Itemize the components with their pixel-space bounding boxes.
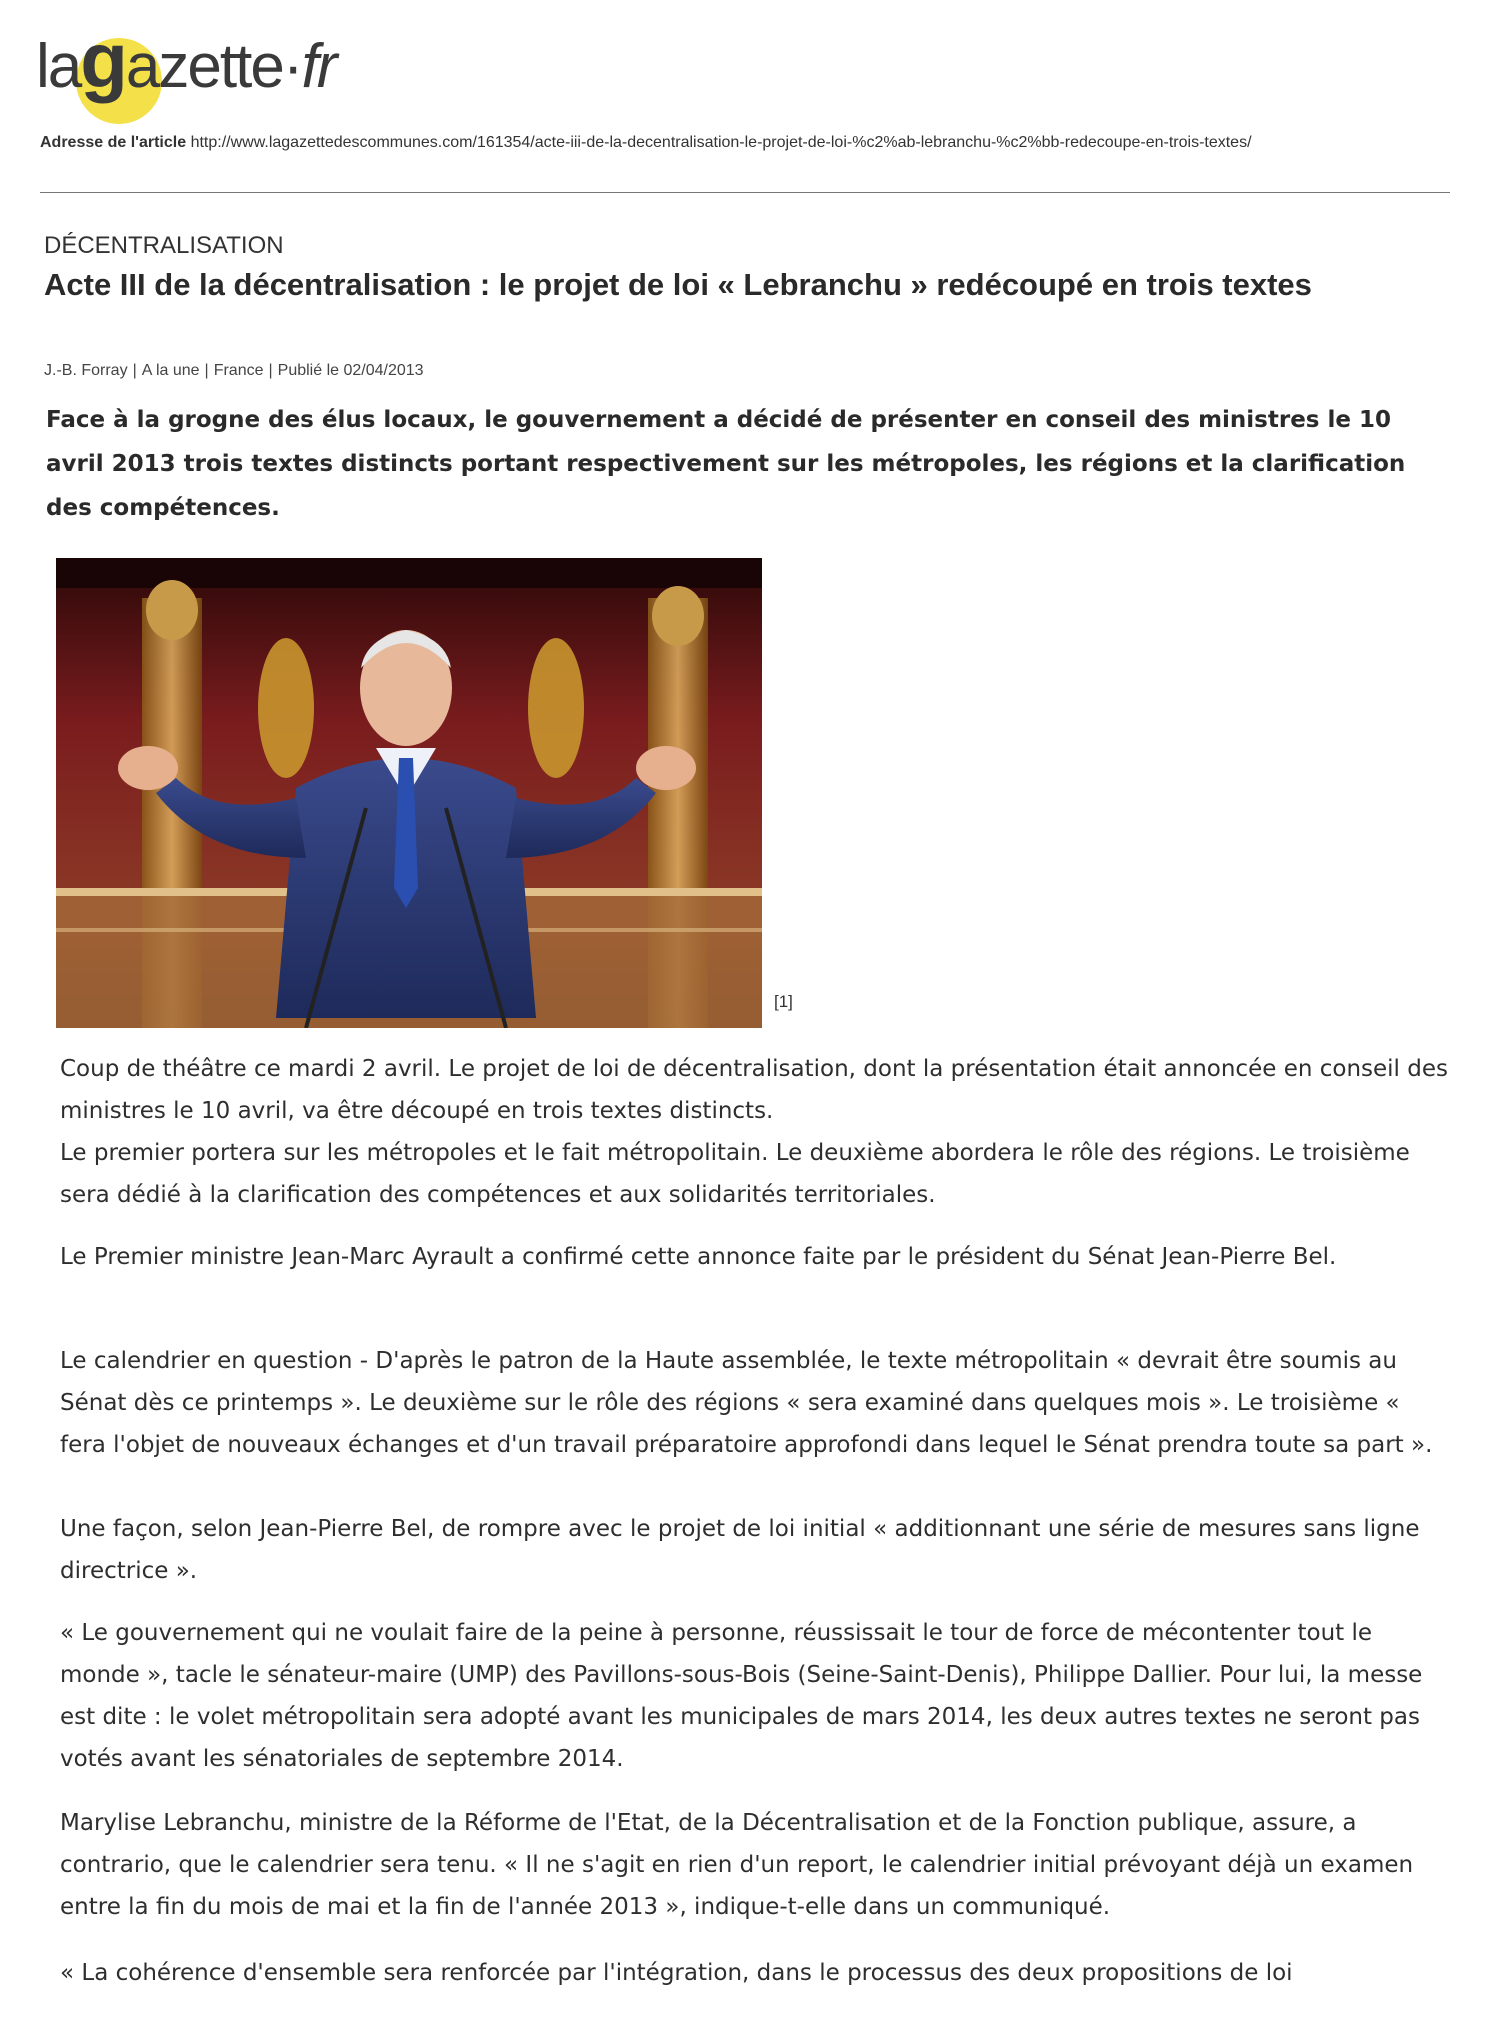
article-paragraph: Le premier portera sur les métropoles et le fait métropolitain. Le deuxième abordera le rôle des régions. Le troisième sera dédié à la clarification des compétences et aux solidarités territoriales. (60, 1140, 1410, 1208)
logo-g: g (80, 16, 126, 104)
byline-category-a-la-une[interactable]: A la une (141, 362, 200, 379)
logo-dot: · (282, 32, 302, 101)
logo-tld: fr (301, 32, 336, 101)
photo-reference[interactable]: [1] (774, 992, 793, 1011)
article-title: Acte III de la décentralisation : le projet de loi « Lebranchu » redécoupé en trois textes (44, 267, 1312, 302)
article-address-url[interactable]: http://www.lagazettedescommunes.com/161354/acte-iii-de-la-decentralisation-le-projet-de-loi-%c2%ab-lebranchu-%c2%bb-redecoupe-en-trois-textes/ (190, 134, 1252, 151)
byline-separator: | (204, 362, 209, 379)
article-lead: Face à la grogne des élus locaux, le gouvernement a décidé de présenter en conseil des ministres le 10 avril 2013 trois textes distincts portant respectivement sur les métropoles, les régions et la clarification des compétences. (46, 407, 1406, 521)
article-address (40, 122, 1450, 164)
byline-published-date: Publié le 02/04/2013 (277, 362, 424, 379)
byline (44, 362, 424, 380)
article-address-label: Adresse de l'article (40, 134, 187, 151)
byline-separator: | (268, 362, 273, 379)
article-paragraph: Marylise Lebranchu, ministre de la Réforme de l'Etat, de la Décentralisation et de la Fonction publique, assure, a contrario, que le calendrier sera tenu. « Il ne s'agit en rien d'un report, le calendrier initial prévoyant déjà un examen entre la fin du mois de mai et la fin de l'année 2013 », indique-t-elle dans un communiqué. (60, 1810, 1414, 1920)
logo-prefix: la (36, 32, 81, 101)
byline-author[interactable]: J.-B. Forray (44, 362, 128, 379)
article-paragraph: Une façon, selon Jean-Pierre Bel, de rompre avec le projet de loi initial « additionnant une série de mesures sans ligne directrice ». (60, 1516, 1420, 1584)
section-label[interactable]: DÉCENTRALISATION (44, 232, 284, 259)
article-paragraph: Le calendrier en question - D'après le patron de la Haute assemblée, le texte métropolitain « devrait être soumis au Sénat dès ce printemps ». Le deuxième sur le rôle des régions « sera examiné dans quelques mois ». Le troisième « fera l'objet de nouveaux échanges et d'un travail préparatoire approfondi dans lequel le Sénat prendra toute sa part ». (60, 1348, 1433, 1458)
article-photo (56, 558, 762, 1028)
logo-wordmark (36, 15, 335, 112)
byline-category-france[interactable]: France (213, 362, 264, 379)
header-divider (40, 192, 1450, 193)
site-logo[interactable] (36, 16, 336, 112)
article-paragraph: Coup de théâtre ce mardi 2 avril. Le projet de loi de décentralisation, dont la présentation était annoncée en conseil des ministres le 10 avril, va être découpé en trois textes distincts. (60, 1056, 1448, 1124)
article-paragraph: « Le gouvernement qui ne voulait faire de la peine à personne, réussissait le tour de force de mécontenter tout le monde », tacle le sénateur-maire (UMP) des Pavillons-sous-Bois (Seine-Saint-Denis), Philippe Dallier. Pour lui, la messe est dite : le volet métropolitain sera adopté avant les municipales de mars 2014, les deux autres textes ne seront pas votés avant les sénatoriales de septembre 2014. (60, 1620, 1423, 1772)
article-paragraph: Le Premier ministre Jean-Marc Ayrault a confirmé cette annonce faite par le président du Sénat Jean-Pierre Bel. (60, 1244, 1337, 1270)
article-paragraph: « La cohérence d'ensemble sera renforcée par l'intégration, dans le processus des deux propositions de loi (60, 1960, 1293, 1986)
byline-separator: | (132, 362, 137, 379)
logo-rest: azette (125, 32, 283, 101)
